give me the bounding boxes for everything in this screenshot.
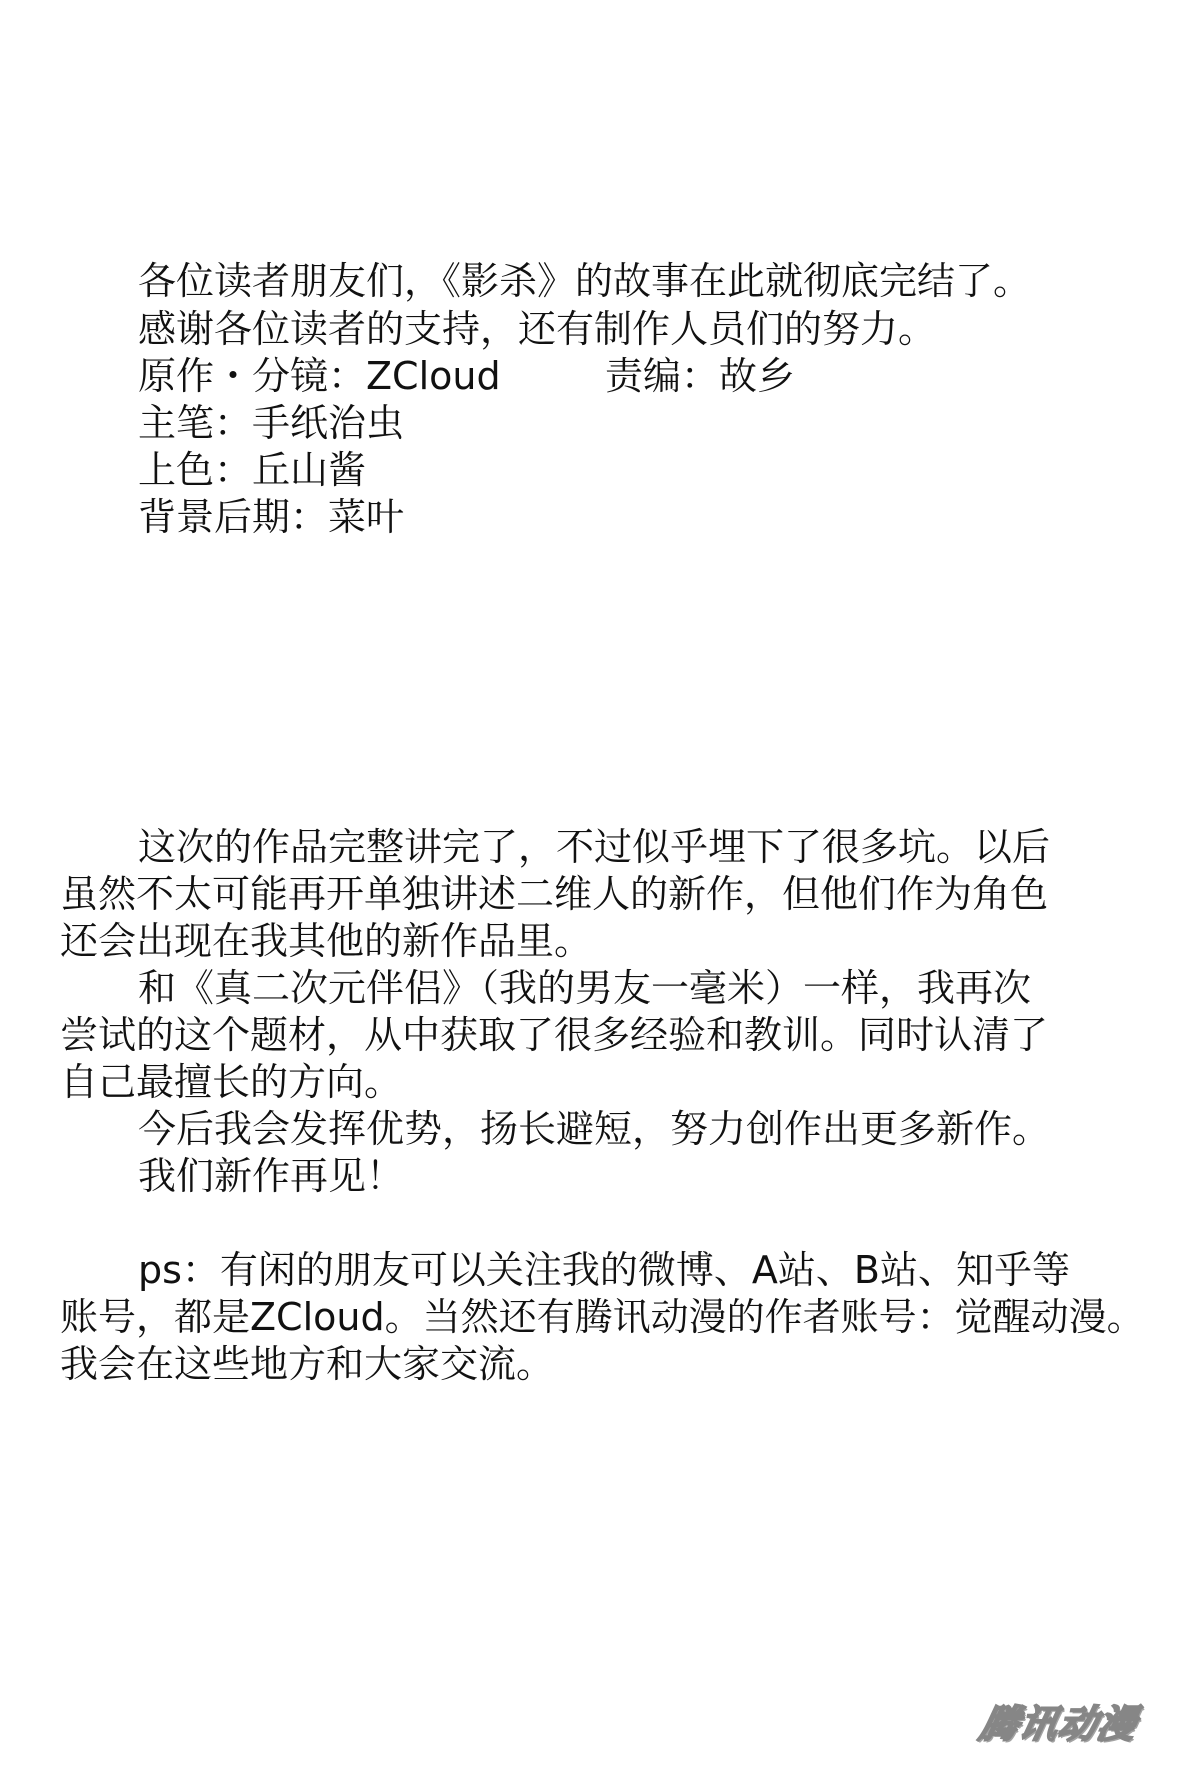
afterword-paragraph-line: 虽然不太可能再开单独讲述二维人的新作，但他们作为角色 bbox=[60, 872, 1049, 916]
credit-main-artist: 主笔：手纸治虫 bbox=[138, 401, 405, 445]
afterword-paragraph-line: 自己最擅长的方向。 bbox=[60, 1060, 403, 1104]
afterword-paragraph-line: 还会出现在我其他的新作品里。 bbox=[60, 919, 593, 963]
credit-original-storyboard: 原作・分镜：ZCloud bbox=[138, 354, 501, 398]
thanks-line: 感谢各位读者的支持，还有制作人员们的努力。 bbox=[138, 307, 937, 351]
credit-background: 背景后期：菜叶 bbox=[138, 495, 405, 539]
tencent-comics-watermark-logo: 腾讯动漫 bbox=[976, 1701, 1142, 1746]
farewell-line: 各位读者朋友们，《影杀》的故事在此就彻底完结了。 bbox=[138, 259, 1032, 303]
ps-line: 我会在这些地方和大家交流。 bbox=[60, 1342, 555, 1386]
afterword-paragraph-line: 今后我会发挥优势，扬长避短，努力创作出更多新作。 bbox=[138, 1107, 1051, 1151]
ps-line: 账号，都是ZCloud。当然还有腾讯动漫的作者账号：觉醒动漫。 bbox=[60, 1295, 1145, 1339]
credit-colorist: 上色：丘山酱 bbox=[138, 448, 367, 492]
afterword-closing-line: 我们新作再见！ bbox=[138, 1154, 405, 1198]
afterword-paragraph-line: 尝试的这个题材，从中获取了很多经验和教训。同时认清了 bbox=[60, 1013, 1049, 1057]
ps-line: ps：有闲的朋友可以关注我的微博、A站、B站、知乎等 bbox=[138, 1248, 1070, 1292]
credit-editor: 责编：故乡 bbox=[605, 354, 796, 398]
afterword-paragraph-line: 这次的作品完整讲完了，不过似乎埋下了很多坑。以后 bbox=[138, 825, 1051, 869]
afterword-paragraph-line: 和《真二次元伴侣》（我的男友一毫米）一样，我再次 bbox=[138, 966, 1032, 1010]
